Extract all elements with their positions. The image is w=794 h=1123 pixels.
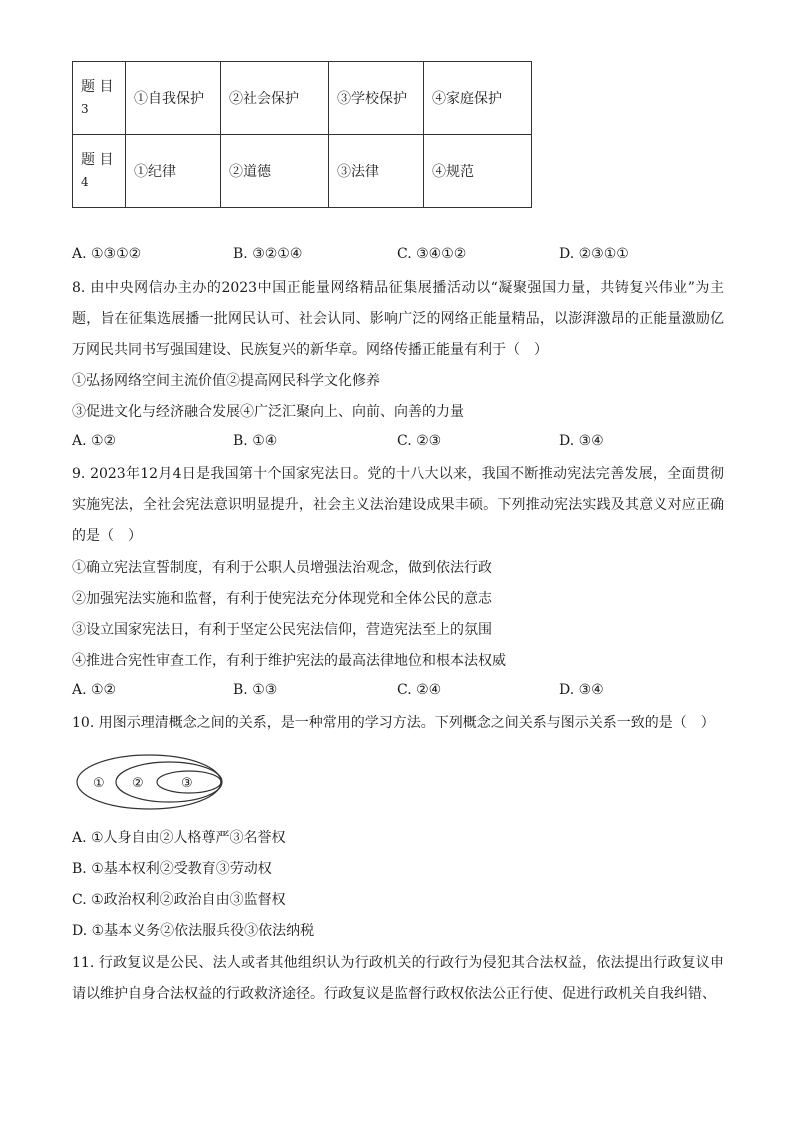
- label-3: ③: [181, 776, 193, 791]
- q9-item: ②加强宪法实施和监督，有利于使宪法充分体现党和全体公民的意志: [72, 591, 492, 607]
- table-row: [73, 135, 532, 208]
- row-header: [73, 135, 126, 208]
- choice-d[interactable]: D. ③④: [559, 433, 604, 449]
- table-row: [73, 62, 532, 135]
- table-cell: ④规范: [424, 135, 532, 208]
- table-cell: ①纪律: [126, 135, 221, 208]
- table-cell: ①自我保护: [126, 62, 221, 135]
- row-header-text: 题 目: [81, 152, 114, 168]
- q8-stem: 8. 由中央网信办主办的2023中国正能量网络精品征集展播活动以“凝聚强国力量，共铸复兴伟业”为主题，旨在征集选展播一批网民认可、社会认同、影响广泛的网络正能量精品，以澎湃激昂的正能量激励亿万网民共同书写强国建设、民族复兴的新华章。网络传播正能量有利于（ ）: [72, 280, 724, 358]
- table-cell: ③学校保护: [329, 62, 424, 135]
- nested-ellipses-diagram: [74, 752, 226, 814]
- table-cell: ②社会保护: [221, 62, 329, 135]
- q10-option-d[interactable]: D. ①基本义务②依法服兵役③依法纳税: [72, 923, 315, 939]
- choice-b[interactable]: B. ①③: [233, 682, 278, 698]
- table-cell: ④家庭保护: [424, 62, 532, 135]
- choice-c[interactable]: C. ②③: [397, 433, 442, 449]
- choice-c[interactable]: C. ③④①②: [397, 246, 467, 262]
- choice-a[interactable]: A. ①②: [72, 433, 117, 449]
- choice-d[interactable]: D. ③④: [559, 682, 604, 698]
- choice-a[interactable]: A. ①②: [72, 682, 117, 698]
- q9-item: ①确立宪法宣誓制度，有利于公职人员增强法治观念，做到依法行政: [72, 560, 492, 576]
- q8-choices: [72, 433, 732, 453]
- row-header-number: 3: [81, 102, 89, 116]
- q10-option-a[interactable]: A. ①人身自由②人格尊严③名誉权: [72, 830, 286, 846]
- choice-a[interactable]: A. ①③①②: [72, 246, 142, 262]
- options-table: [72, 61, 532, 208]
- q8-item: ①弘扬网络空间主流价值②提高网民科学文化修养: [72, 373, 380, 389]
- q10-option-c[interactable]: C. ①政治权利②政治自由③监督权: [72, 892, 286, 908]
- q7-choices: [72, 246, 732, 266]
- q10-stem: 10. 用图示理清概念之间的关系，是一种常用的学习方法。下列概念之间关系与图示关系一致的是（ ）: [72, 715, 715, 731]
- q9-item: ③设立国家宪法日，有利于坚定公民宪法信仰，营造宪法至上的氛围: [72, 622, 492, 638]
- row-header-text: 题 目: [81, 79, 114, 95]
- q8-item: ③促进文化与经济融合发展④广泛汇聚向上、向前、向善的力量: [72, 404, 464, 420]
- q11-stem: 11. 行政复议是公民、法人或者其他组织认为行政机关的行政行为侵犯其合法权益，依法提出行政复议申请以维护自身合法权益的行政救济途径。行政复议是监督行政权依法公正行使、促进行政机关自我纠错、: [72, 955, 724, 1002]
- q10-option-b[interactable]: B. ①基本权利②受教育③劳动权: [72, 861, 272, 877]
- table-cell: ③法律: [329, 135, 424, 208]
- choice-b[interactable]: B. ③②①④: [233, 246, 303, 262]
- choice-c[interactable]: C. ②④: [397, 682, 442, 698]
- q9-choices: [72, 682, 732, 702]
- choice-d[interactable]: D. ②③①①: [559, 246, 629, 262]
- label-2: ②: [132, 776, 144, 791]
- table-cell: ②道德: [221, 135, 329, 208]
- label-1: ①: [93, 776, 105, 791]
- q9-item: ④推进合宪性审查工作，有利于维护宪法的最高法律地位和根本法权威: [72, 653, 506, 669]
- choice-b[interactable]: B. ①④: [233, 433, 278, 449]
- q9-stem: 9. 2023年12月4日是我国第十个国家宪法日。党的十八大以来，我国不断推动宪法完善发展，全面贯彻实施宪法，全社会宪法意识明显提升，社会主义法治建设成果丰硕。下列推动宪法实践及其意义对应正确的是（ ）: [72, 466, 724, 544]
- row-header: [73, 62, 126, 135]
- row-header-number: 4: [81, 175, 89, 189]
